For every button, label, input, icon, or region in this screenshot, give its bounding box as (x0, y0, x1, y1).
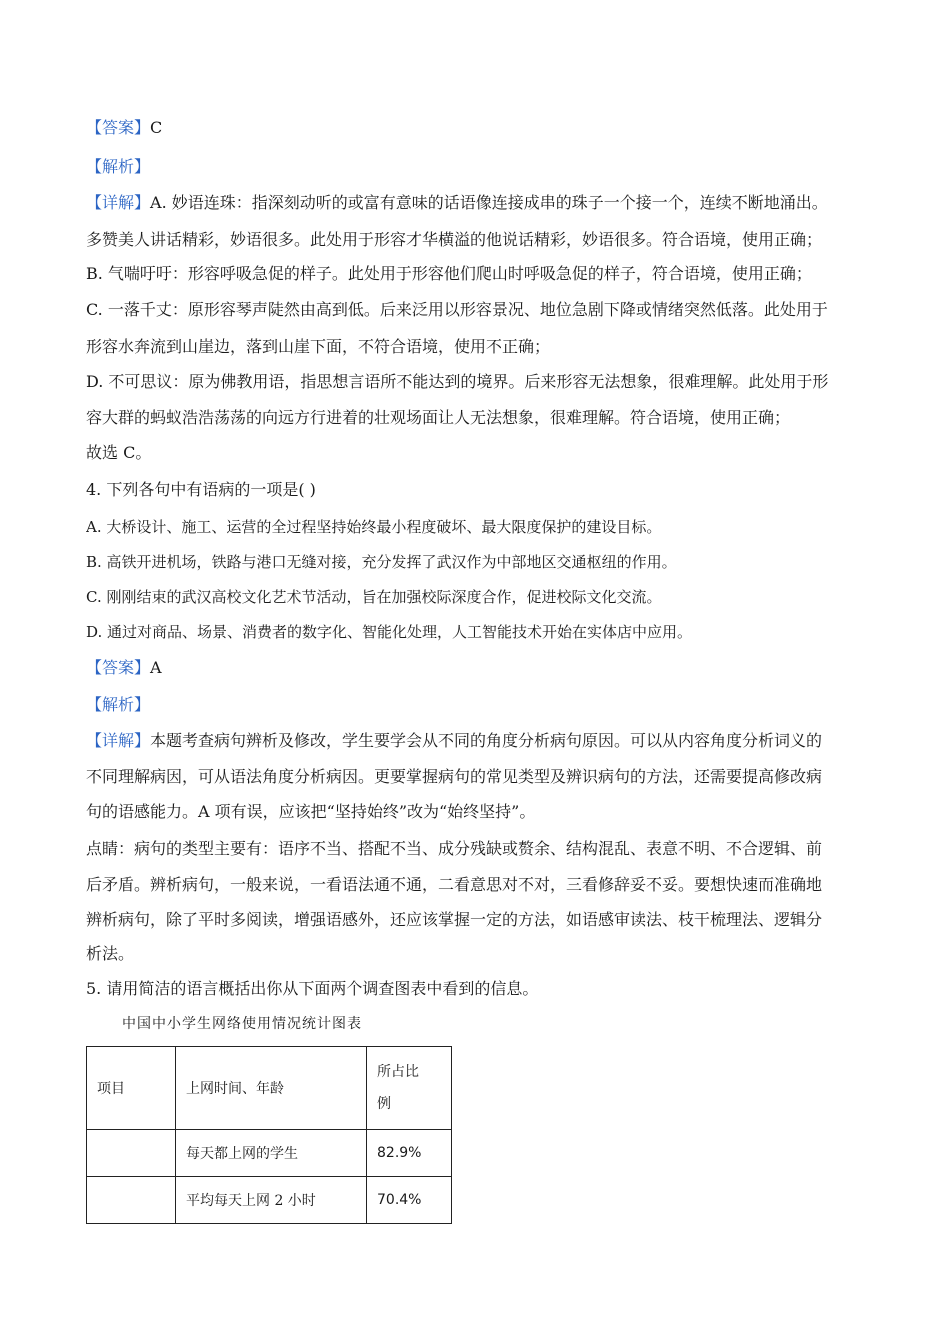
q4-detail-line: 不同理解病因，可从语法角度分析病因。更要掌握病句的常见类型及辨识病句的方法，还需要提高修改病 (86, 767, 823, 786)
q3-detail-line: 形容水奔流到山崖边，落到山崖下面，不符合语境，使用不正确； (86, 337, 551, 356)
table-row (87, 1130, 452, 1177)
q4-answer (86, 657, 866, 679)
q4-option-d: D. 通过对商品、场景、消费者的数字化、智能化处理，人工智能技术开始在实体店中应用。 (86, 623, 693, 641)
q4-option-c: C. 刚刚结束的武汉高校文化艺术节活动，旨在加强校际深度合作，促进校际文化交流。 (86, 588, 662, 606)
table-title: 中国中小学生网络使用情况统计图表 (122, 1016, 362, 1032)
table-cell: 平均每天上网 2 小时 (176, 1177, 367, 1224)
table-cell: 70.4% (367, 1177, 452, 1224)
table-row (87, 1177, 452, 1224)
answer-value: C (150, 118, 163, 137)
header-cell: 所占比 例 (367, 1047, 452, 1130)
q4-option-a: A. 大桥设计、施工、运营的全过程坚持始终最小程度破坏、最大限度保护的建设目标。 (86, 518, 662, 536)
q4-stem: 4. 下列各句中有语病的一项是( ) (86, 480, 316, 499)
q5-stem: 5. 请用简洁的语言概括出你从下面两个调查图表中看到的信息。 (86, 979, 539, 998)
table-cell: 82.9% (367, 1130, 452, 1177)
q4-option-b: B. 高铁开进机场，铁路与港口无缝对接，充分发挥了武汉作为中部地区交通枢纽的作用。 (86, 553, 677, 571)
q3-answer (86, 117, 866, 139)
q4-detail-line: 【详解】本题考查病句辨析及修改，学生要学会从不同的角度分析病句原因。可以从内容角度分析词义的 (86, 731, 823, 750)
q3-detail-line: 容大群的蚂蚁浩浩荡荡的向远方行进着的壮观场面让人无法想象，很难理解。符合语境，使用正确； (86, 408, 791, 427)
q3-detail-line: D. 不可思议：原为佛教用语，指思想言语所不能达到的境界。后来形容无法想象，很难理解。此处用于形 (86, 372, 829, 391)
q4-detail-line: 句的语感能力。A 项有误，应该把“坚持始终”改为“始终坚持”。 (86, 802, 536, 821)
stats-table (86, 1046, 452, 1224)
answer-value: A (150, 658, 162, 677)
answer-tag: 【答案】 (86, 658, 151, 677)
q3-detail-line: C. 一落千丈：原形容琴声陡然由高到低。后来泛用以形容景况、地位急剧下降或情绪突然低落。此处用于 (86, 300, 828, 319)
q3-conclusion: 故选 C。 (86, 443, 152, 462)
table-cell: 每天都上网的学生 (176, 1130, 367, 1177)
answer-tag: 【答案】 (86, 118, 151, 137)
detail-tag: 【详解】 (86, 731, 151, 750)
q3-detail-line: 多赞美人讲话精彩，妙语很多。此处用于形容才华横溢的他说话精彩，妙语很多。符合语境，使用正确； (86, 230, 823, 249)
header-cell: 项目 (87, 1047, 176, 1130)
q4-note-line: 析法。 (86, 944, 135, 963)
table-cell (87, 1130, 176, 1177)
q3-detail-line: 【详解】A. 妙语连珠：指深刻动听的或富有意味的话语像连接成串的珠子一个接一个，连续不断地涌出。 (86, 193, 828, 212)
q4-note-line: 点睛：病句的类型主要有：语序不当、搭配不当、成分残缺或赘余、结构混乱、表意不明、不合逻辑、前 (86, 839, 823, 858)
header-cell: 上网时间、年龄 (176, 1047, 367, 1130)
q3-analysis-tag: 【解析】 (86, 157, 151, 176)
q3-detail-line: B. 气喘吁吁：形容呼吸急促的样子。此处用于形容他们爬山时呼吸急促的样子，符合语境，使用正确； (86, 264, 812, 283)
q4-note-line: 辨析病句，除了平时多阅读，增强语感外，还应该掌握一定的方法，如语感审读法、枝干梳理法、逻辑分 (86, 910, 823, 929)
q4-analysis-tag: 【解析】 (86, 695, 151, 714)
detail-tag: 【详解】 (86, 193, 151, 212)
table-header-row (87, 1047, 452, 1130)
q4-note-line: 后矛盾。辨析病句，一般来说，一看语法通不通，二看意思对不对，三看修辞妥不妥。要想快速而准确地 (86, 875, 823, 894)
table-cell (87, 1177, 176, 1224)
